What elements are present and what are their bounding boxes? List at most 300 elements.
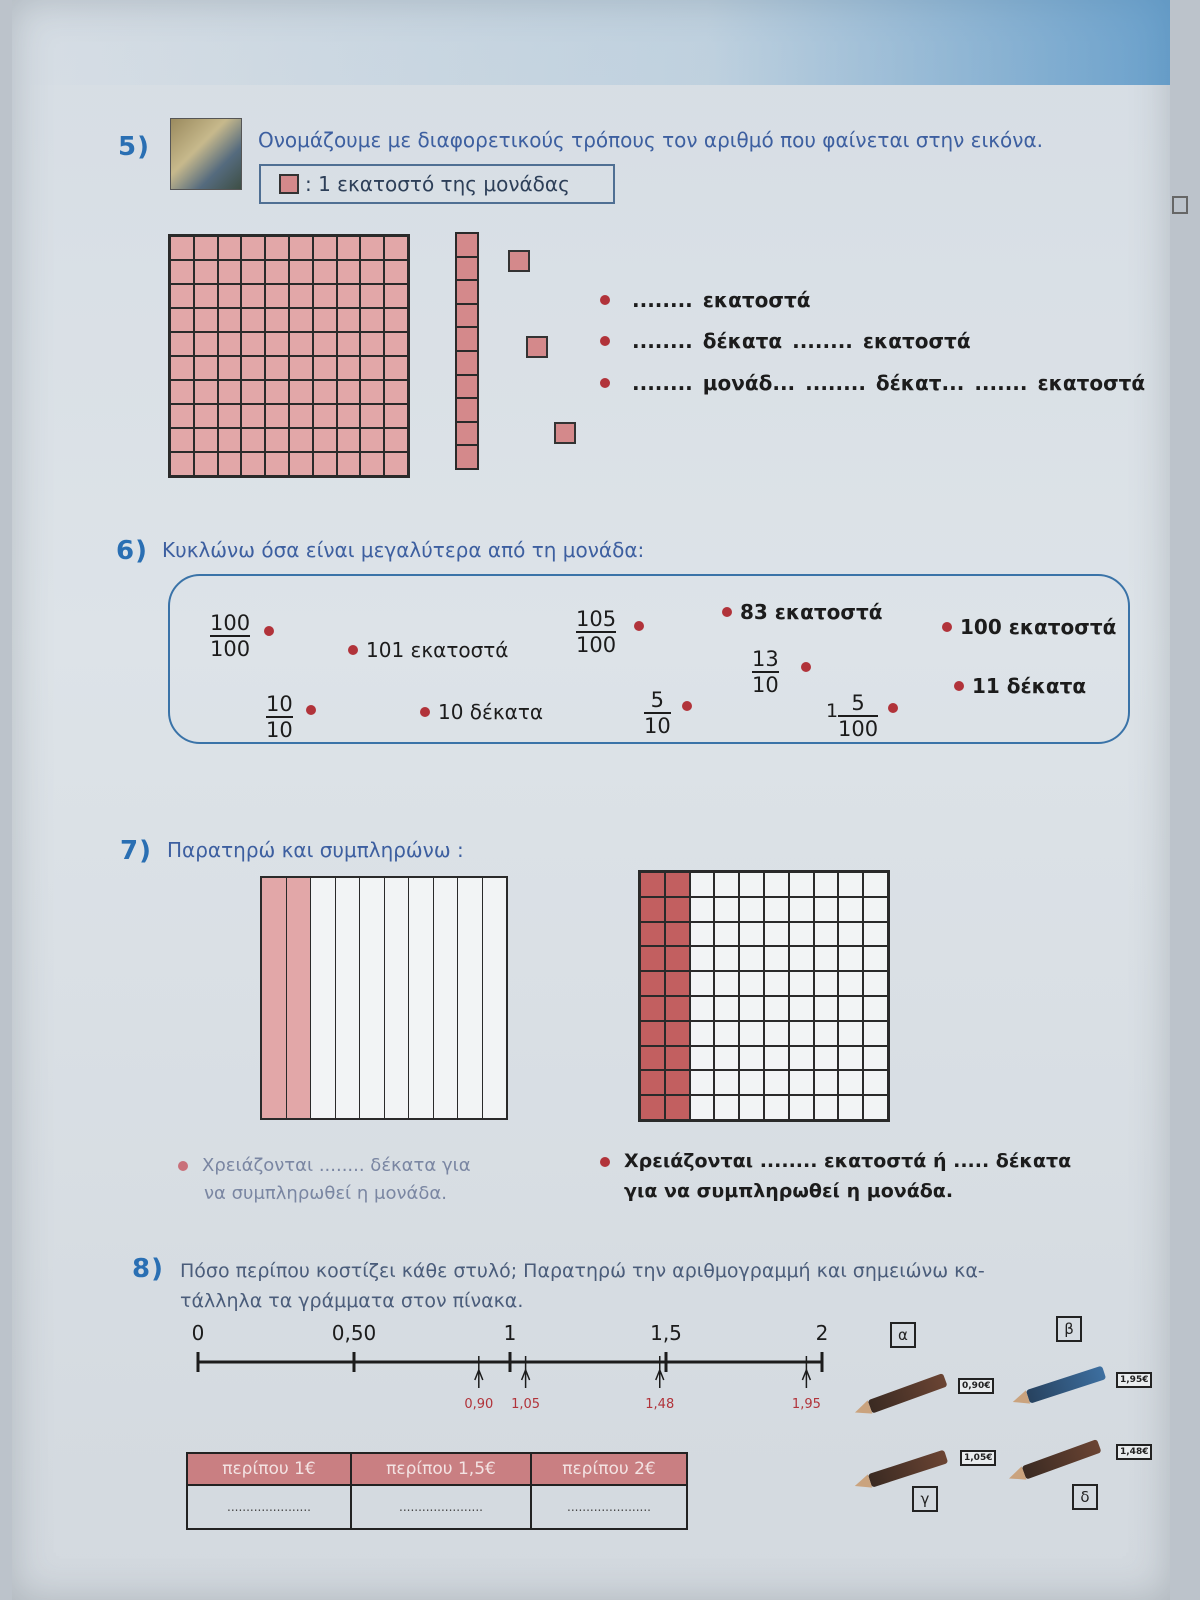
blank[interactable]: ........ [632,288,693,312]
grid-cell [265,308,289,332]
grid-cell [739,1046,764,1071]
grid-cell [714,971,739,996]
grid-cell [313,236,337,260]
grid-cell [739,946,764,971]
bullet-icon [600,336,610,346]
grid-cell [665,897,690,922]
grid-cell [665,1070,690,1095]
bullet-icon [600,295,610,305]
tenth-column [434,878,459,1118]
grid-cell [690,897,715,922]
pen-delta-icon [1022,1439,1102,1480]
grid-cell [170,284,194,308]
fraction-100-100[interactable]: 100 100 [210,611,251,661]
hundredth-square-icon [279,174,299,194]
grid-cell [218,428,242,452]
grid-cell [218,332,242,356]
grid-cell [265,404,289,428]
grid-cell [814,872,839,897]
grid-cell [313,284,337,308]
fraction-dot [682,701,692,711]
grid-cell [360,356,384,380]
fraction-10-10[interactable]: 10 10 [266,692,293,742]
grid-cell [863,1046,888,1071]
grid-cell [313,404,337,428]
grid-cell [640,1070,665,1095]
grid-cell [313,452,337,476]
blank[interactable]: ........ [632,329,693,353]
answer-line-1 [600,288,810,312]
puzzle-illustration-icon [170,118,242,190]
grid-cell [194,284,218,308]
grid-cell [241,452,265,476]
grid-cell [690,1021,715,1046]
grid-cell [194,452,218,476]
tenth-column [409,878,434,1118]
grid-cell [814,1021,839,1046]
grid-cell [789,922,814,947]
grid-cell [241,428,265,452]
grid-cell [789,996,814,1021]
grid-cell [337,236,361,260]
marker-label: 1,48 [645,1397,675,1412]
grid-cell [384,260,408,284]
table-cell[interactable]: ...................... [531,1485,687,1529]
grid-cell [640,897,665,922]
grid-cell [241,404,265,428]
answer-line-3 [600,371,1145,395]
tenth-column [385,878,410,1118]
axis-tick-label: 1 [503,1322,517,1345]
grid-cell [814,1070,839,1095]
fraction-dot [306,705,316,715]
grid-cell [789,1046,814,1071]
grid-cell [170,236,194,260]
grid-cell [194,356,218,380]
grid-cell [838,996,863,1021]
grid-cell [789,872,814,897]
grid-cell [863,1070,888,1095]
marker-label: 0,90 [464,1397,494,1412]
table-header: περίπου 2€ [531,1453,687,1485]
legend-text: : 1 εκατοστό της μονάδας [305,172,570,196]
grid-cell [337,332,361,356]
grid-cell [170,404,194,428]
grid-cell [863,872,888,897]
exercise-8-prompt: Πόσο περίπου κοστίζει κάθε στυλό; Παρατηρώ την αριθμογραμμή και σημειώνω κα- τάλληλα τα γράμματα στον πίνακα. [180,1260,985,1312]
grid-cell [313,356,337,380]
grid-cell [665,1021,690,1046]
grid-cell [218,260,242,284]
tenth-column [458,878,483,1118]
grid-cell [640,922,665,947]
grid-cell [640,946,665,971]
fraction-105-100[interactable]: 105 100 [576,607,617,657]
answer-line-2 [600,329,971,353]
grid-cell [764,922,789,947]
grid-cell [218,308,242,332]
word-item-101[interactable]: 101 εκατοστά [348,638,509,662]
tenths-rectangle [260,876,508,1120]
unit-label: μονάδ... [702,371,796,395]
grid-cell [337,308,361,332]
grid-cell [764,996,789,1021]
exercise-8-number: 8) [132,1254,164,1284]
grid-cell [194,260,218,284]
grid-cell [640,1095,665,1120]
strip-cell [457,352,477,376]
grid-cell [170,308,194,332]
top-decorative-band [12,0,1170,85]
grid-cell [289,284,313,308]
pen-letter-gamma: γ [912,1486,938,1512]
grid-cell [739,897,764,922]
grid-cell [690,1070,715,1095]
grid-cell [764,1095,789,1120]
grid-cell [764,1070,789,1095]
grid-cell [360,404,384,428]
legend-box [259,164,615,204]
tenth-column [287,878,312,1118]
table-cell[interactable]: ...................... [187,1485,351,1529]
strip-cell [457,446,477,468]
hundredths-grid [638,870,890,1122]
fraction-dot [634,621,644,631]
grid-cell [714,897,739,922]
grid-cell [170,356,194,380]
strip-cell [457,281,477,305]
axis-tick-label: 0 [191,1322,205,1345]
unit-label: δέκατα [702,329,783,353]
exercise-6-number: 6) [116,536,148,566]
grid-cell [640,996,665,1021]
grid-cell [789,1070,814,1095]
grid-cell [384,452,408,476]
hundredth-square-2 [526,336,548,358]
grid-cell [838,1046,863,1071]
grid-cell [789,946,814,971]
grid-cell [739,1021,764,1046]
grid-cell [764,1021,789,1046]
grid-cell [265,356,289,380]
grid-cell [313,308,337,332]
grid-cell [218,452,242,476]
grid-cell [289,356,313,380]
grid-cell [218,380,242,404]
grid-cell [241,332,265,356]
grid-cell [384,284,408,308]
grid-cell [665,946,690,971]
fraction-dot [264,626,274,636]
grid-cell [241,308,265,332]
grid-cell [789,1095,814,1120]
grid-cell [218,284,242,308]
table-header: περίπου 1€ [187,1453,351,1485]
price-tag-delta: 1,48€ [1116,1444,1152,1460]
grid-cell [863,922,888,947]
grid-cell [384,356,408,380]
grid-cell [665,1095,690,1120]
grid-cell [360,452,384,476]
grid-cell [665,872,690,897]
grid-cell [640,971,665,996]
grid-cell [170,428,194,452]
table-cell[interactable]: ...................... [351,1485,531,1529]
word-item-83[interactable]: 83 εκατοστά [722,600,882,624]
strip-cell [457,328,477,352]
exercise-6-prompt: Κυκλώνω όσα είναι μεγαλύτερα από τη μονάδα: [162,538,645,562]
grid-cell [384,308,408,332]
grid-cell [863,1021,888,1046]
grid-cell [665,1046,690,1071]
grid-cell [714,996,739,1021]
grid-cell [337,380,361,404]
grid-cell [241,284,265,308]
grid-cell [194,236,218,260]
pen-gamma-icon [868,1450,948,1488]
grid-cell [690,1046,715,1071]
exercise-5-number: 5) [118,132,150,162]
grid-cell [789,971,814,996]
price-tag-beta: 1,95€ [1116,1372,1152,1388]
grid-cell [714,872,739,897]
grid-cell [690,996,715,1021]
grid-cell [384,380,408,404]
exercise-5-prompt: Ονομάζουμε με διαφορετικούς τρόπους τον αριθμό που φαίνεται στην εικόνα. [258,128,1043,152]
grid-cell [265,236,289,260]
grid-cell [360,236,384,260]
grid-cell [313,332,337,356]
grid-cell [838,946,863,971]
grid-cell [838,1070,863,1095]
fraction-13-10[interactable]: 13 10 [752,647,779,697]
grid-cell [690,1095,715,1120]
grid-cell [360,284,384,308]
pen-beta-icon [1026,1366,1106,1404]
grid-cell [313,260,337,284]
grid-cell [337,428,361,452]
word-item-100[interactable]: 100 εκατοστά [942,615,1116,639]
pen-letter-delta: δ [1072,1484,1098,1510]
grid-cell [384,404,408,428]
grid-cell [170,260,194,284]
grid-cell [640,1021,665,1046]
exercise-7-number: 7) [120,836,152,866]
unit-label: δέκατ... [875,371,965,395]
pen-alpha-icon [868,1373,948,1414]
grid-cell [194,332,218,356]
grid-cell [814,996,839,1021]
grid-cell [690,946,715,971]
grid-cell [690,971,715,996]
axis-tick-label: 0,50 [331,1322,377,1345]
grid-cell [218,356,242,380]
fraction-1-5-100[interactable]: 5 100 [838,691,879,741]
grid-cell [170,452,194,476]
grid-cell [838,872,863,897]
grid-cell [764,872,789,897]
grid-cell [814,897,839,922]
grid-cell [863,946,888,971]
grid-cell [814,1095,839,1120]
grid-cell [863,1095,888,1120]
pen-letter-alpha: α [890,1322,916,1348]
grid-cell [337,284,361,308]
grid-cell [289,260,313,284]
grid-cell [265,428,289,452]
grid-cell [739,971,764,996]
fraction-dot [888,703,898,713]
left-caption: Χρειάζονται ........ δέκατα για να συμπληρωθεί η μονάδα. [178,1152,471,1208]
bullet-icon [600,378,610,388]
grid-cell [241,260,265,284]
grid-cell [337,452,361,476]
tenth-column [262,878,287,1118]
grid-cell [265,260,289,284]
blank[interactable]: ........ [632,371,693,395]
grid-cell [814,1046,839,1071]
grid-cell [194,380,218,404]
blank[interactable]: ........ [792,329,853,353]
grid-cell [739,922,764,947]
word-item-11-tenths[interactable]: 11 δέκατα [954,674,1086,698]
grid-cell [739,872,764,897]
grid-cell [194,404,218,428]
grid-cell [640,1046,665,1071]
grid-cell [313,428,337,452]
grid-cell [714,946,739,971]
grid-cell [218,404,242,428]
axis-tick-label: 2 [815,1322,829,1345]
grid-cell [170,380,194,404]
grid-cell [739,996,764,1021]
word-item-10-tenths[interactable]: 10 δέκατα [420,700,543,724]
price-tag-alpha: 0,90€ [958,1378,994,1394]
grid-cell [714,1070,739,1095]
grid-cell [764,946,789,971]
grid-cell [690,872,715,897]
grid-cell [241,236,265,260]
grid-cell [739,1070,764,1095]
grid-cell [384,428,408,452]
grid-cell [265,332,289,356]
strip-cell [457,376,477,400]
hundredth-square-3 [554,422,576,444]
grid-cell [764,971,789,996]
strip-cell [457,305,477,329]
grid-cell [665,971,690,996]
strip-cell [457,258,477,282]
exercise-7-prompt: Παρατηρώ και συμπληρώνω : [167,838,464,862]
grid-cell [313,380,337,404]
price-tag-gamma: 1,05€ [960,1450,996,1466]
grid-cell [739,1095,764,1120]
grid-cell [838,1095,863,1120]
grid-cell [863,971,888,996]
grid-cell [384,332,408,356]
unit-label: εκατοστά [862,329,971,353]
grid-cell [337,356,361,380]
grid-cell [863,897,888,922]
grid-cell [289,404,313,428]
grid-cell [360,308,384,332]
mixed-number-whole: 1 [826,700,839,722]
unit-label: εκατοστά [1037,371,1146,395]
grid-cell [814,922,839,947]
answer-table [186,1452,688,1530]
grid-cell [384,236,408,260]
grid-cell [789,1021,814,1046]
grid-cell [764,897,789,922]
grid-cell [337,404,361,428]
grid-cell [838,897,863,922]
grid-cell [838,1021,863,1046]
grid-cell [289,236,313,260]
blank[interactable]: ....... [974,371,1028,395]
grid-cell [665,922,690,947]
right-caption: Χρειάζονται ........ εκατοστά ή ..... δέκατα για να συμπληρωθεί η μονάδα. [600,1146,1071,1206]
grid-cell [265,380,289,404]
grid-cell [814,946,839,971]
grid-cell [714,1021,739,1046]
grid-cell [265,452,289,476]
grid-cell [789,897,814,922]
grid-cell [690,922,715,947]
tenth-column [483,878,507,1118]
grid-cell [218,236,242,260]
hundred-grid [168,234,410,478]
grid-cell [814,971,839,996]
strip-cell [457,423,477,447]
table-header: περίπου 1,5€ [351,1453,531,1485]
grid-cell [289,380,313,404]
grid-cell [863,996,888,1021]
grid-cell [194,308,218,332]
marker-label: 1,05 [511,1397,541,1412]
grid-cell [714,1095,739,1120]
tenth-column [311,878,336,1118]
axis-tick-label: 1,5 [650,1322,682,1345]
grid-cell [360,428,384,452]
tenth-strip [455,232,479,470]
grid-cell [289,308,313,332]
pen-letter-beta: β [1056,1316,1082,1342]
grid-cell [838,922,863,947]
tenth-column [360,878,385,1118]
grid-cell [241,356,265,380]
workbook-page [12,0,1170,1600]
strip-cell [457,234,477,258]
strip-cell [457,399,477,423]
grid-cell [838,971,863,996]
grid-cell [764,1046,789,1071]
grid-cell [360,260,384,284]
number-line [172,1322,842,1422]
grid-cell [170,332,194,356]
grid-cell [337,260,361,284]
grid-cell [194,428,218,452]
tenth-column [336,878,361,1118]
fraction-5-10[interactable]: 5 10 [644,688,671,738]
fraction-dot [801,662,811,672]
unit-label: εκατοστά [702,288,811,312]
grid-cell [289,332,313,356]
blank[interactable]: ........ [805,371,866,395]
grid-cell [360,380,384,404]
grid-cell [289,428,313,452]
grid-cell [665,996,690,1021]
hundredth-square-1 [508,250,530,272]
